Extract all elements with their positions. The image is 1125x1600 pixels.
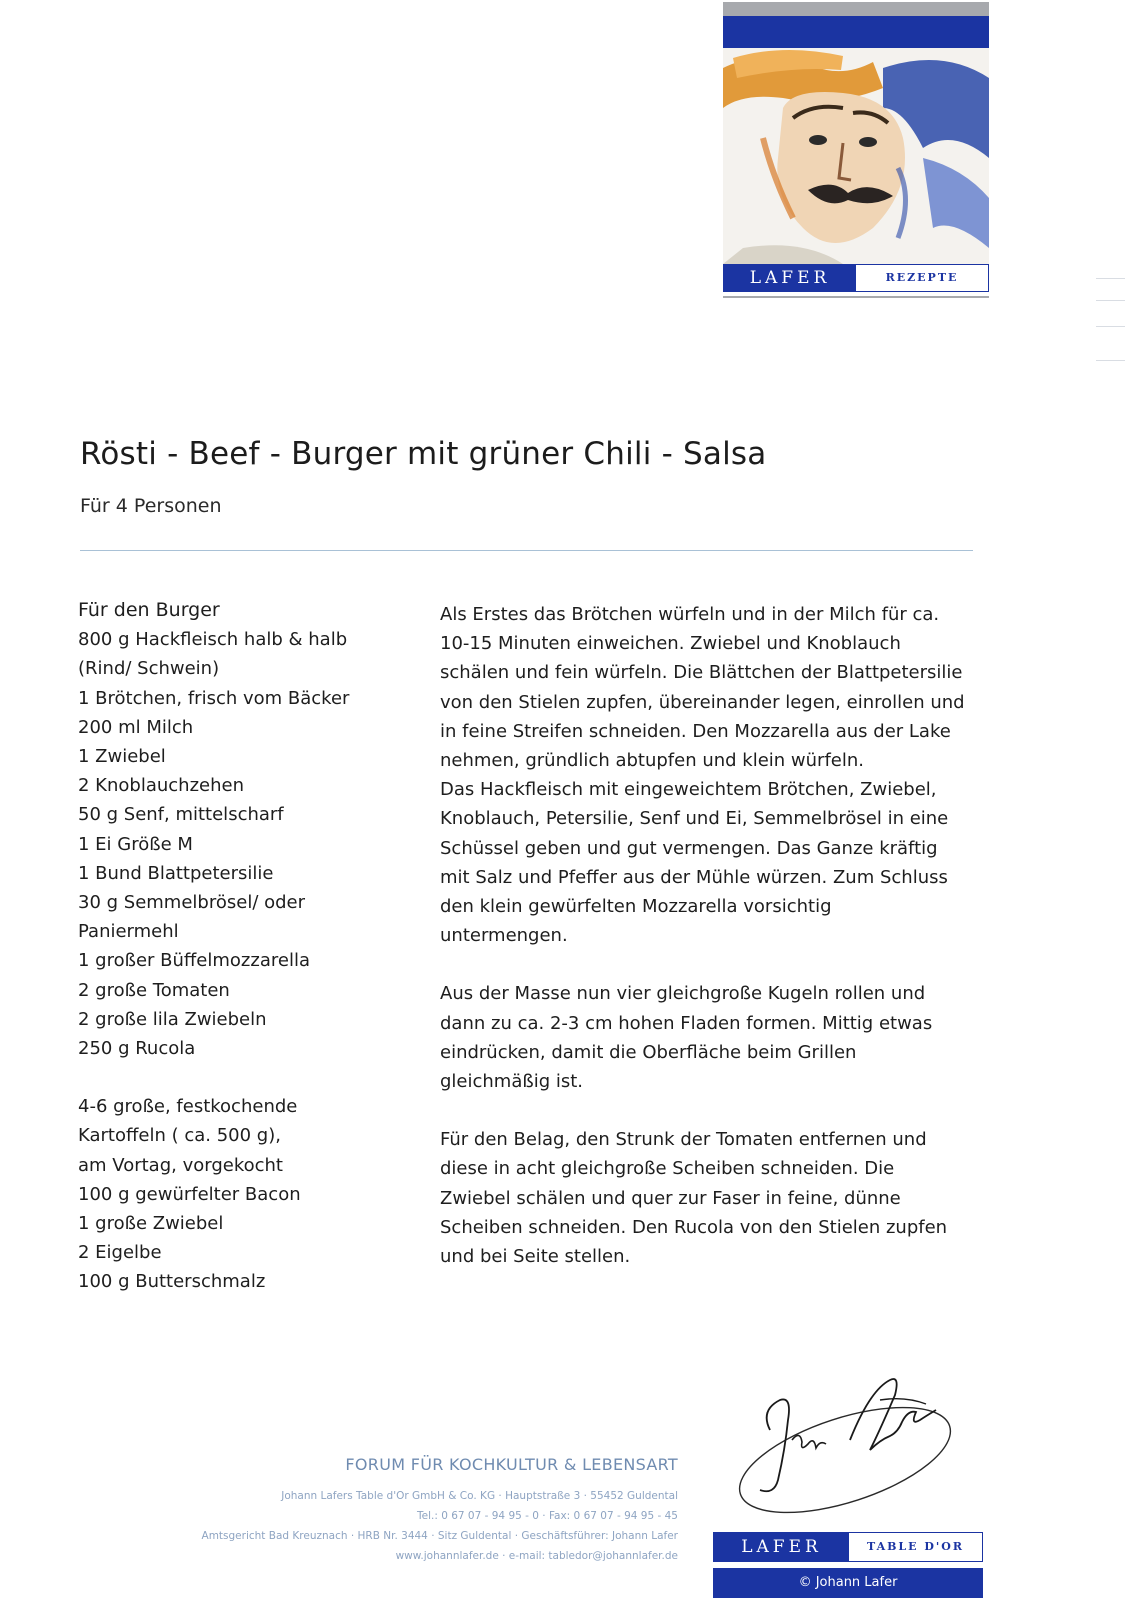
- ingredient-item: (Rind/ Schwein): [78, 658, 220, 680]
- ingredient-item: 2 Eigelbe: [78, 1242, 162, 1264]
- ingredient-item: 2 große lila Zwiebeln: [78, 1008, 267, 1030]
- logo-blue-bar: [723, 16, 989, 48]
- edge-mark: [1096, 300, 1125, 301]
- direction-paragraph: [440, 600, 980, 950]
- direction-line: Als Erstes das Brötchen würfeln und in der Milch für ca.: [440, 604, 940, 625]
- direction-line: in feine Streifen schneiden. Den Mozzarella aus der Lake: [440, 720, 951, 742]
- ingredient-item: 100 g Butterschmalz: [78, 1271, 266, 1293]
- direction-line: mit Salz und Pfeffer aus der Mühle würzen. Zum Schluss: [440, 866, 948, 888]
- direction-line: schälen und fein würfeln. Die Blättchen der Blattpetersilie: [440, 662, 963, 684]
- footer-phone: Tel.: 0 67 07 - 94 95 - 0 · Fax: 0 67 07 - 94 95 - 45: [416, 1510, 678, 1522]
- ingredient-item: Kartoffeln ( ca. 500 g),: [78, 1125, 281, 1147]
- logo-top-bar: [723, 2, 989, 16]
- direction-paragraph: [440, 979, 980, 1096]
- footer-logo: [713, 1532, 983, 1600]
- edge-mark: [1096, 326, 1125, 327]
- direction-line: Zwiebel schälen und quer zur Faser in feine, dünne: [440, 1187, 901, 1209]
- ingredient-item: 50 g Senf, mittelscharf: [78, 804, 284, 826]
- direction-line: dann zu ca. 2-3 cm hohen Fladen formen. Mittig etwas: [440, 1012, 933, 1034]
- ingredient-item: 200 ml Milch: [78, 716, 194, 738]
- direction-line: und bei Seite stellen.: [440, 1246, 631, 1268]
- direction-line: von den Stielen zupfen, übereinander legen, einrollen und: [440, 691, 965, 713]
- direction-line: Für den Belag, den Strunk der Tomaten entfernen und: [440, 1129, 927, 1151]
- ingredient-item: 1 Zwiebel: [78, 746, 166, 768]
- ingredient-item: 2 große Tomaten: [78, 979, 230, 1001]
- direction-line: untermengen.: [440, 925, 568, 947]
- edge-mark: [1096, 360, 1125, 361]
- ingredient-item: 1 Brötchen, frisch vom Bäcker: [78, 687, 350, 709]
- direction-line: Schüssel geben und gut vermengen. Das Ganze kräftig: [440, 837, 938, 859]
- ingredients-group-burger: [78, 625, 418, 1063]
- ingredients-list: [78, 596, 418, 1297]
- brand-rezepte: REZEPTE: [885, 271, 959, 284]
- ingredient-item: 2 Knoblauchzehen: [78, 775, 244, 797]
- ingredients-gap: [78, 1063, 418, 1092]
- direction-line: Knoblauch, Petersilie, Senf und Ei, Semmelbrösel in eine: [440, 808, 949, 830]
- ingredient-item: 1 großer Büffelmozzarella: [78, 950, 310, 972]
- ingredients-heading: Für den Burger: [78, 599, 220, 621]
- ingredient-item: 1 Bund Blattpetersilie: [78, 862, 274, 884]
- direction-line: Das Hackfleisch mit eingeweichtem Brötchen, Zwiebel,: [440, 779, 937, 801]
- ingredient-item: 1 Ei Größe M: [78, 833, 193, 855]
- footer-copyright: © Johann Lafer: [713, 1568, 983, 1598]
- recipe-servings: Für 4 Personen: [80, 495, 222, 517]
- title-divider: [80, 550, 973, 551]
- direction-line: diese in acht gleichgroße Scheiben schneiden. Die: [440, 1158, 895, 1180]
- recipe-title: Rösti - Beef - Burger mit grüner Chili - Salsa: [80, 436, 767, 472]
- ingredient-item: 250 g Rucola: [78, 1038, 196, 1060]
- ingredient-item: 4-6 große, festkochende: [78, 1096, 298, 1118]
- direction-line: nehmen, gründlich abtupfen und klein würfeln.: [440, 750, 865, 772]
- footer-brand-table-dor: TABLE D'OR: [867, 1540, 964, 1553]
- ingredient-item: 100 g gewürfelter Bacon: [78, 1183, 301, 1205]
- ingredient-item: am Vortag, vorgekocht: [78, 1154, 283, 1176]
- direction-line: den klein gewürfelten Mozzarella vorsichtig: [440, 896, 832, 918]
- direction-line: Aus der Masse nun vier gleichgroße Kugeln rollen und: [440, 983, 926, 1005]
- direction-line: eindrücken, damit die Oberfläche beim Grillen: [440, 1041, 857, 1063]
- direction-line: Scheiben schneiden. Den Rucola von den Stielen zupfen: [440, 1216, 948, 1238]
- footer-company-info: [160, 1486, 678, 1566]
- ingredients-group-roesti: [78, 1092, 418, 1296]
- footer-register: Amtsgericht Bad Kreuznach · HRB Nr. 3444 · Sitz Guldental · Geschäftsführer: Johann Lafer: [201, 1530, 678, 1542]
- ingredient-item: Paniermehl: [78, 921, 179, 943]
- chef-portrait-icon: [723, 48, 989, 264]
- logo-underline: [723, 296, 989, 298]
- footer-brand-bar: [713, 1532, 983, 1562]
- footer-forum-slogan: FORUM FÜR KOCHKULTUR & LEBENSART: [345, 1455, 678, 1474]
- signature-icon: [730, 1370, 970, 1520]
- footer-brand-lafer: LAFER: [714, 1533, 849, 1561]
- direction-line: 10-15 Minuten einweichen. Zwiebel und Knoblauch: [440, 633, 901, 655]
- footer-web: www.johannlafer.de · e-mail: tabledor@johannlafer.de: [395, 1550, 678, 1562]
- ingredient-item: 30 g Semmelbrösel/ oder: [78, 892, 306, 914]
- ingredient-item: 800 g Hackfleisch halb & halb: [78, 629, 348, 651]
- ingredient-item: 1 große Zwiebel: [78, 1213, 224, 1235]
- brand-lafer: LAFER: [724, 265, 856, 291]
- header-logo-card: [723, 2, 989, 298]
- edge-mark: [1096, 278, 1125, 279]
- direction-line: gleichmäßig ist.: [440, 1071, 584, 1093]
- direction-paragraph: [440, 1125, 980, 1271]
- footer-company: Johann Lafers Table d'Or GmbH & Co. KG · Hauptstraße 3 · 55452 Guldental: [281, 1490, 678, 1502]
- directions: [440, 600, 980, 1300]
- logo-brand-bar: [723, 264, 989, 292]
